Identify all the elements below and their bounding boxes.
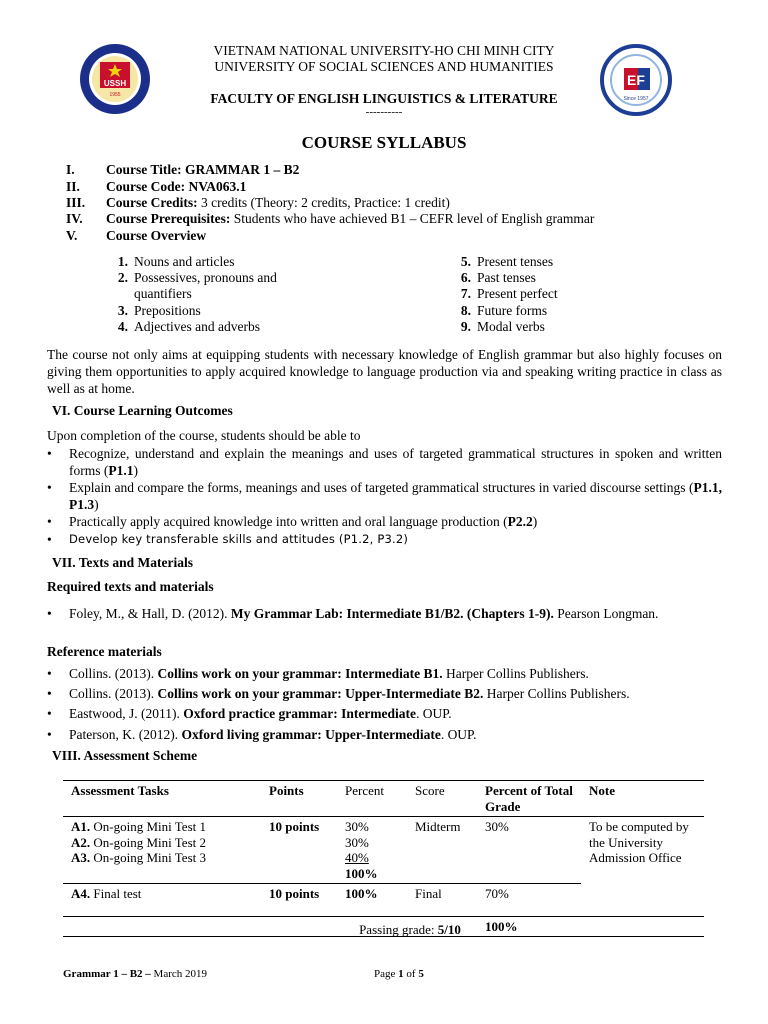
- task-cell: A1. On-going Mini Test 1 A2. On-going Mini Test 2 A3. On-going Mini Test 3: [71, 819, 206, 865]
- overview-item: 1. Nouns and articles: [117, 254, 235, 269]
- footer-course: Grammar 1 – B2 – March 2019: [63, 968, 208, 980]
- total-cell: 30%: [485, 819, 509, 834]
- outcome-item: • Develop key transferable skills and attitudes (P1.2, P3.2): [47, 532, 409, 547]
- reference-item: • Collins. (2013). Collins work on your grammar: Intermediate B1. Harper Collins Publishers.: [47, 666, 589, 681]
- bullet-icon: •: [47, 686, 52, 701]
- ussh-logo-year: 1955: [109, 92, 121, 98]
- footer-page-number: Page 1 of 5: [374, 968, 424, 980]
- page-title: COURSE SYLLABUS: [301, 133, 467, 152]
- overview-paragraph: The course not only aims at equipping students with necessary knowledge of English grammar but also highly focuses on giving them opportunities to apply acquired knowledge to language production via and speaking writing practice in class as well as at home.: [47, 347, 722, 396]
- university-line-1: VIETNAM NATIONAL UNIVERSITY-HO CHI MINH CITY: [213, 43, 555, 58]
- university-line-2: UNIVERSITY OF SOCIAL SCIENCES AND HUMANITIES: [214, 59, 554, 74]
- overview-item: 2. Possessives, pronouns and: [117, 270, 277, 285]
- ef-logo-since: Since 1957: [623, 96, 649, 102]
- header-separator: ----------: [365, 106, 403, 118]
- grand-total-cell: 100%: [485, 918, 518, 934]
- ussh-logo-text: USSH: [103, 79, 127, 88]
- column-header: Points: [269, 783, 304, 798]
- section-number: III.: [66, 195, 86, 210]
- passing-grade: Passing grade: 5/10: [359, 922, 461, 937]
- section-number: I.: [66, 162, 75, 177]
- reference-heading: Reference materials: [47, 644, 162, 659]
- column-header: Assessment Tasks: [71, 783, 169, 798]
- points-cell: 10 points: [269, 886, 320, 901]
- section-label: Course Credits:: [106, 195, 198, 210]
- overview-item-continuation: quantifiers: [134, 286, 192, 301]
- section-iii: [66, 195, 450, 211]
- section-v: [66, 228, 206, 244]
- outcome-item: • Recognize, understand and explain the meanings and uses of targeted grammatical structures in spoken and written forms (P1.1): [47, 446, 722, 478]
- section-number: II.: [66, 179, 80, 194]
- column-header: Note: [589, 783, 615, 798]
- column-header: Percent of Total Grade: [485, 783, 573, 814]
- note-cell: To be computed by the University Admission Office: [589, 819, 689, 865]
- assessment-heading: VIII. Assessment Scheme: [52, 748, 198, 763]
- reference-item: • Eastwood, J. (2011). Oxford practice grammar: Intermediate. OUP.: [47, 706, 452, 721]
- total-cell: 70%: [485, 886, 509, 901]
- bullet-icon: •: [47, 727, 52, 742]
- required-heading: Required texts and materials: [47, 579, 214, 594]
- points-cell: 10 points: [269, 819, 320, 834]
- section-label: Course Title: GRAMMAR 1 – B2: [106, 162, 300, 177]
- table-row: [63, 817, 704, 884]
- bullet-icon: •: [47, 706, 52, 721]
- column-header: Score: [415, 783, 445, 798]
- overview-item: 4. Adjectives and adverbs: [117, 319, 260, 334]
- section-value: 3 credits (Theory: 2 credits, Practice: 1 credit): [197, 195, 450, 210]
- section-label: Course Prerequisites:: [106, 211, 231, 226]
- section-label: Course Overview: [106, 228, 207, 243]
- outcome-item: • Practically apply acquired knowledge into written and oral language production (P2.2): [47, 514, 538, 529]
- bullet-icon: •: [47, 606, 52, 621]
- reference-item: • Paterson, K. (2012). Oxford living grammar: Upper-Intermediate. OUP.: [47, 727, 477, 742]
- overview-item: 8. Future forms: [460, 303, 548, 318]
- bullet-icon: •: [47, 532, 52, 547]
- section-i: [66, 162, 299, 178]
- bullet-icon: •: [47, 514, 52, 529]
- section-label: Course Code: NVA063.1: [106, 179, 247, 194]
- ef-logo-text: EF: [627, 72, 645, 88]
- overview-item: 5. Present tenses: [460, 254, 554, 269]
- column-header: Percent: [345, 783, 384, 798]
- outcomes-heading: VI. Course Learning Outcomes: [52, 403, 233, 418]
- outcomes-intro: Upon completion of the course, students should be able to: [47, 428, 361, 443]
- bullet-icon: •: [47, 480, 52, 495]
- section-ii: [66, 179, 246, 195]
- score-cell: Final: [415, 886, 442, 901]
- assessment-table: [63, 780, 704, 937]
- overview-item: 9. Modal verbs: [460, 319, 545, 334]
- section-number: IV.: [66, 211, 83, 226]
- bullet-icon: •: [47, 666, 52, 681]
- overview-item: 7. Present perfect: [460, 286, 558, 301]
- overview-item: 3. Prepositions: [117, 303, 201, 318]
- table-header-row: [63, 781, 704, 817]
- section-iv: [66, 211, 594, 227]
- section-number: V.: [66, 228, 78, 243]
- task-cell: A4. Final test: [71, 886, 142, 901]
- outcome-item: • Explain and compare the forms, meanings and uses of targeted grammatical structures in varied discourse settings (P1.1, P1.3): [47, 480, 722, 512]
- percent-cell: 30% 30% 40% 100%: [345, 819, 378, 881]
- section-value: Students who have achieved B1 – CEFR level of English grammar: [230, 211, 595, 226]
- percent-cell: 100%: [345, 886, 378, 901]
- bullet-icon: •: [47, 446, 52, 461]
- score-cell: Midterm: [415, 819, 461, 834]
- reference-item: • Collins. (2013). Collins work on your grammar: Upper-Intermediate B2. Harper Collins Publishers.: [47, 686, 630, 701]
- materials-heading: VII. Texts and Materials: [52, 555, 194, 570]
- required-item: • Foley, M., & Hall, D. (2012). My Grammar Lab: Intermediate B1/B2. (Chapters 1-9). Pearson Longman.: [47, 606, 659, 621]
- overview-item: 6. Past tenses: [460, 270, 536, 285]
- faculty-name: FACULTY OF ENGLISH LINGUISTICS & LITERATURE: [210, 91, 558, 106]
